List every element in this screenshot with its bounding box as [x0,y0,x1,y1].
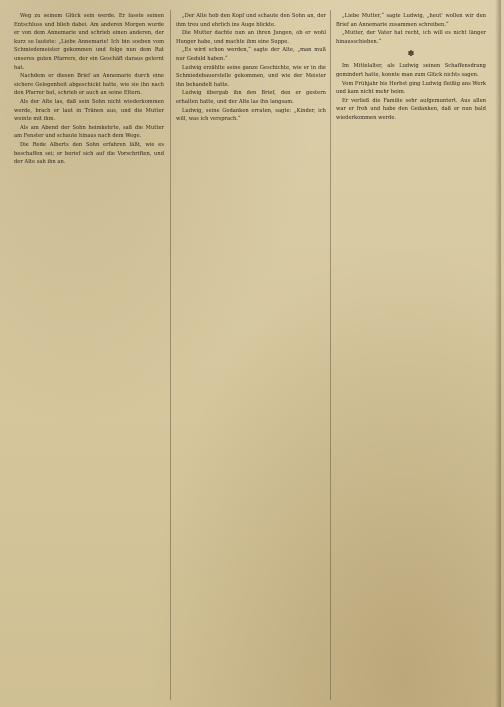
paragraph: „Der Alte hob den Kopf und schaute den Sohn an, der ihm treu und ehrlich ins Auge blickte. [176,13,326,28]
column-divider-line [330,10,331,700]
paragraph: Ludwig erzählte seine ganze Geschichte, wie er in die Schmiedebauerstelle gekommen, und wie der Meister ihn behandelt hatte. [176,64,326,88]
paragraph: Ludwig übergab ihn den Brief, den er gestern erhalten hatte, und der Alte las ihn langsam. [176,90,326,105]
paragraph: Die Mutter dachte nun an ihren Jungen, ob er wohl Hunger habe, und machte ihm eine Suppe. [176,30,326,45]
paragraph: Ludwig, seine Gedanken erraten, sagte: „Kinder, ich will, was ich versprach.“ [176,107,326,123]
paragraph: Als am Abend der Sohn heimkehrte, saß die Mutter am Fenster und schaute hinaus nach dem Wege. [14,124,164,140]
text-column-middle [176,12,326,700]
paragraph: Er verließ die Familie sehr aufgemuntert. Aus allen war er froh und habe den Gedanken, daß er nun bald wiederkommen werde. [336,97,486,121]
text-column-left [14,12,164,700]
paragraph: Vom Frühjahr bis Herbst ging Ludwig fleißig ans Werk und kam nicht mehr heim. [336,80,486,96]
paragraph: Die Rede Alberts den Sohn erfahren läßt, wie es beschaffen sei; er berief sich auf die Vorschriften, und der Alte sah ihn an. [14,141,164,166]
paragraph: Als der Alte las, daß sein Sohn nicht wiederkommen werde, brach er laut in Tränen aus, und die Mutter weinte mit ihm. [14,98,164,123]
column-divider-line [170,10,171,700]
paragraph: Weg zu seinem Glück sein werde. Er fasste seinen Entschluss und blieb dabei. Am anderen Morgen wurde er von dem Annemarie und schrieb einen anderen, der kurz so lautete: „Liebe Annemarie! Ich bin soeben vom Schmiedemeister gekommen und folge nun dem Rat unseres guten Pfarrers, der ein Geschäft daraus gelernt hat. [14,13,164,71]
paragraph: „Mutter, der Vater hat recht, ich will es nicht länger hinausschieben.“ [336,30,486,45]
paragraph: Im Mittelalter, als Ludwig seinen Schaffensdrang gemindert hatte, konnte man zum Glück nichts sagen. [336,63,486,78]
text-column-right [336,12,486,700]
paragraph: „Liebe Mutter,“ sagte Ludwig, „heut' wollen wir den Brief an Annemarie zusammen schreiben.“ [336,13,486,28]
page-edge-shadow [495,0,501,707]
paragraph: Nachdem er diesen Brief an Annemarie durch eine sichere Gelegenheit abgeschickt hatte, wie sie ihn nach den Pfarrer bat, schrieb er auch an seine Eltern. [14,73,164,97]
paragraph: „Es wird schon werden,“ sagte der Alte, „man muß nur Geduld haben.“ [176,47,326,62]
section-divider-asterisk: ✽ [407,49,415,59]
